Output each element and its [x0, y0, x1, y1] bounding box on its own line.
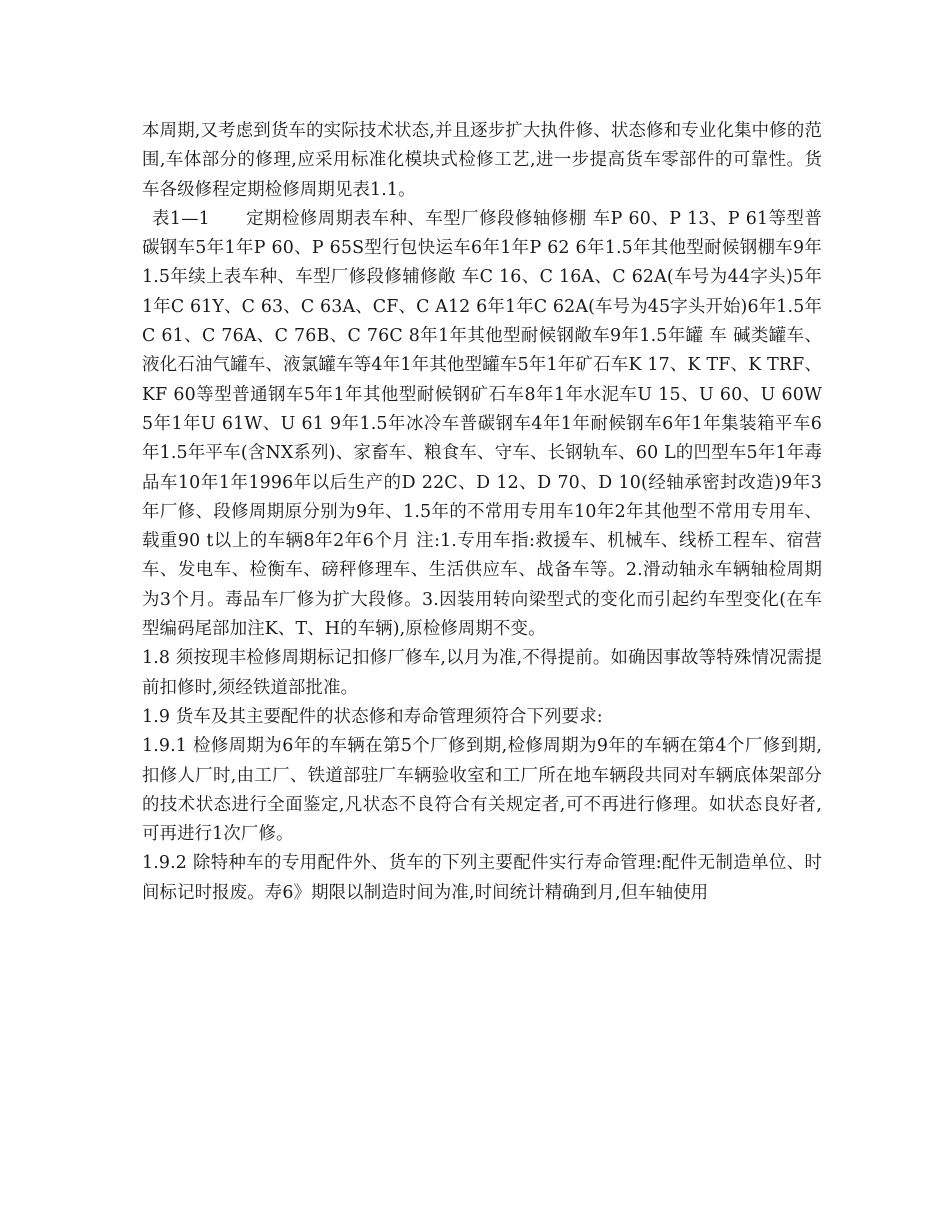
- intro-paragraph: 本周期,又考虑到货车的实际技术状态,并且逐步扩大执件修、状态修和专业化集中修的范围,车体部分的修理,应采用标准化模块式检修工艺,进一步提高货车零部件的可靠性。货车各级修程定期检修周期见表1.1。: [142, 121, 822, 200]
- section-1-9: 1.9 货车及其主要配件的状态修和寿命管理须符合下列要求:: [142, 706, 603, 727]
- section-1-9-1: 1.9.1 检修周期为6年的车辆在第5个厂修到期,检修周期为9年的车辆在第4个厂修到期,扣修人厂时,由工厂、铁道部驻厂车辆验收室和工厂所在地车辆段共同对车辆底体架部分的技术状态进行全面鉴定,凡状态不良符合有关规定者,可不再进行修理。如状态良好者,可再进行1次厂修。: [142, 736, 822, 845]
- section-1-9-2: 1.9.2 除特种车的专用配件外、货车的下列主要配件实行寿命管理:配件无制造单位、时间标记时报废。寿6》期限以制造时间为准,时间统计精确到月,但车轴使用: [142, 853, 822, 903]
- document-body: [142, 117, 822, 908]
- table-1-1-text: 表1—1 定期检修周期表车种、车型厂修段修轴修棚 车P 60、P 13、P 61等型普碳钢车5年1年P 60、P 65S型行包快运车6年1年P 62 6年1.5年其他型耐候钢棚车9年1.5年续上表车种、车型厂修段修辅修敞 车C 16、C 16A、C 62A(车号为44字头)5年1年C 61Y、C 63、C 63A、CF、C A12 6年1年C 62A(车号为45字头开始)6年1.5年C 61、C 76A、C 76B、C 76C 8年1年其他型耐候钢敞车9年1.5年罐 车 碱类罐车、液化石油气罐车、液氯罐车等4年1年其他型罐车5年1年矿石车K 17、K TF、K TRF、KF 60等型普通钢车5年1年其他型耐候钢矿石车8年1年水泥车U 15、U 60、U 60W 5年1年U 61W、U 61 9年1.5年冰冷车普碳钢车4年1年耐候钢车6年1年集装箱平车6年1.5年平车(含NX系列)、家畜车、粮食车、守车、长钢轨车、60 L的凹型车5年1年毒品车10年1年1996年以后生产的D 22C、D 12、D 70、D 10(经轴承密封改造)9年3年厂修、段修周期原分别为9年、1.5年的不常用专用车10年2年其他型不常用专用车、载重90 t以上的车辆8年2年6个月 注:1.专用车指:救援车、机械车、线桥工程车、宿营车、发电车、检衡车、磅秤修理车、生活供应车、战备车等。2.滑动轴永车辆轴检周期为3个月。毒品车厂修为扩大段修。3.因装用转向梁型式的变化而引起约车型变化(在车型编码尾部加注K、T、H的车辆),原检修周期不变。: [142, 208, 822, 640]
- section-1-8: 1.8 须按现丰检修周期标记扣修厂修车,以月为准,不得提前。如确因事故等特殊情况需提前扣修时,须经铁道部批准。: [142, 648, 822, 698]
